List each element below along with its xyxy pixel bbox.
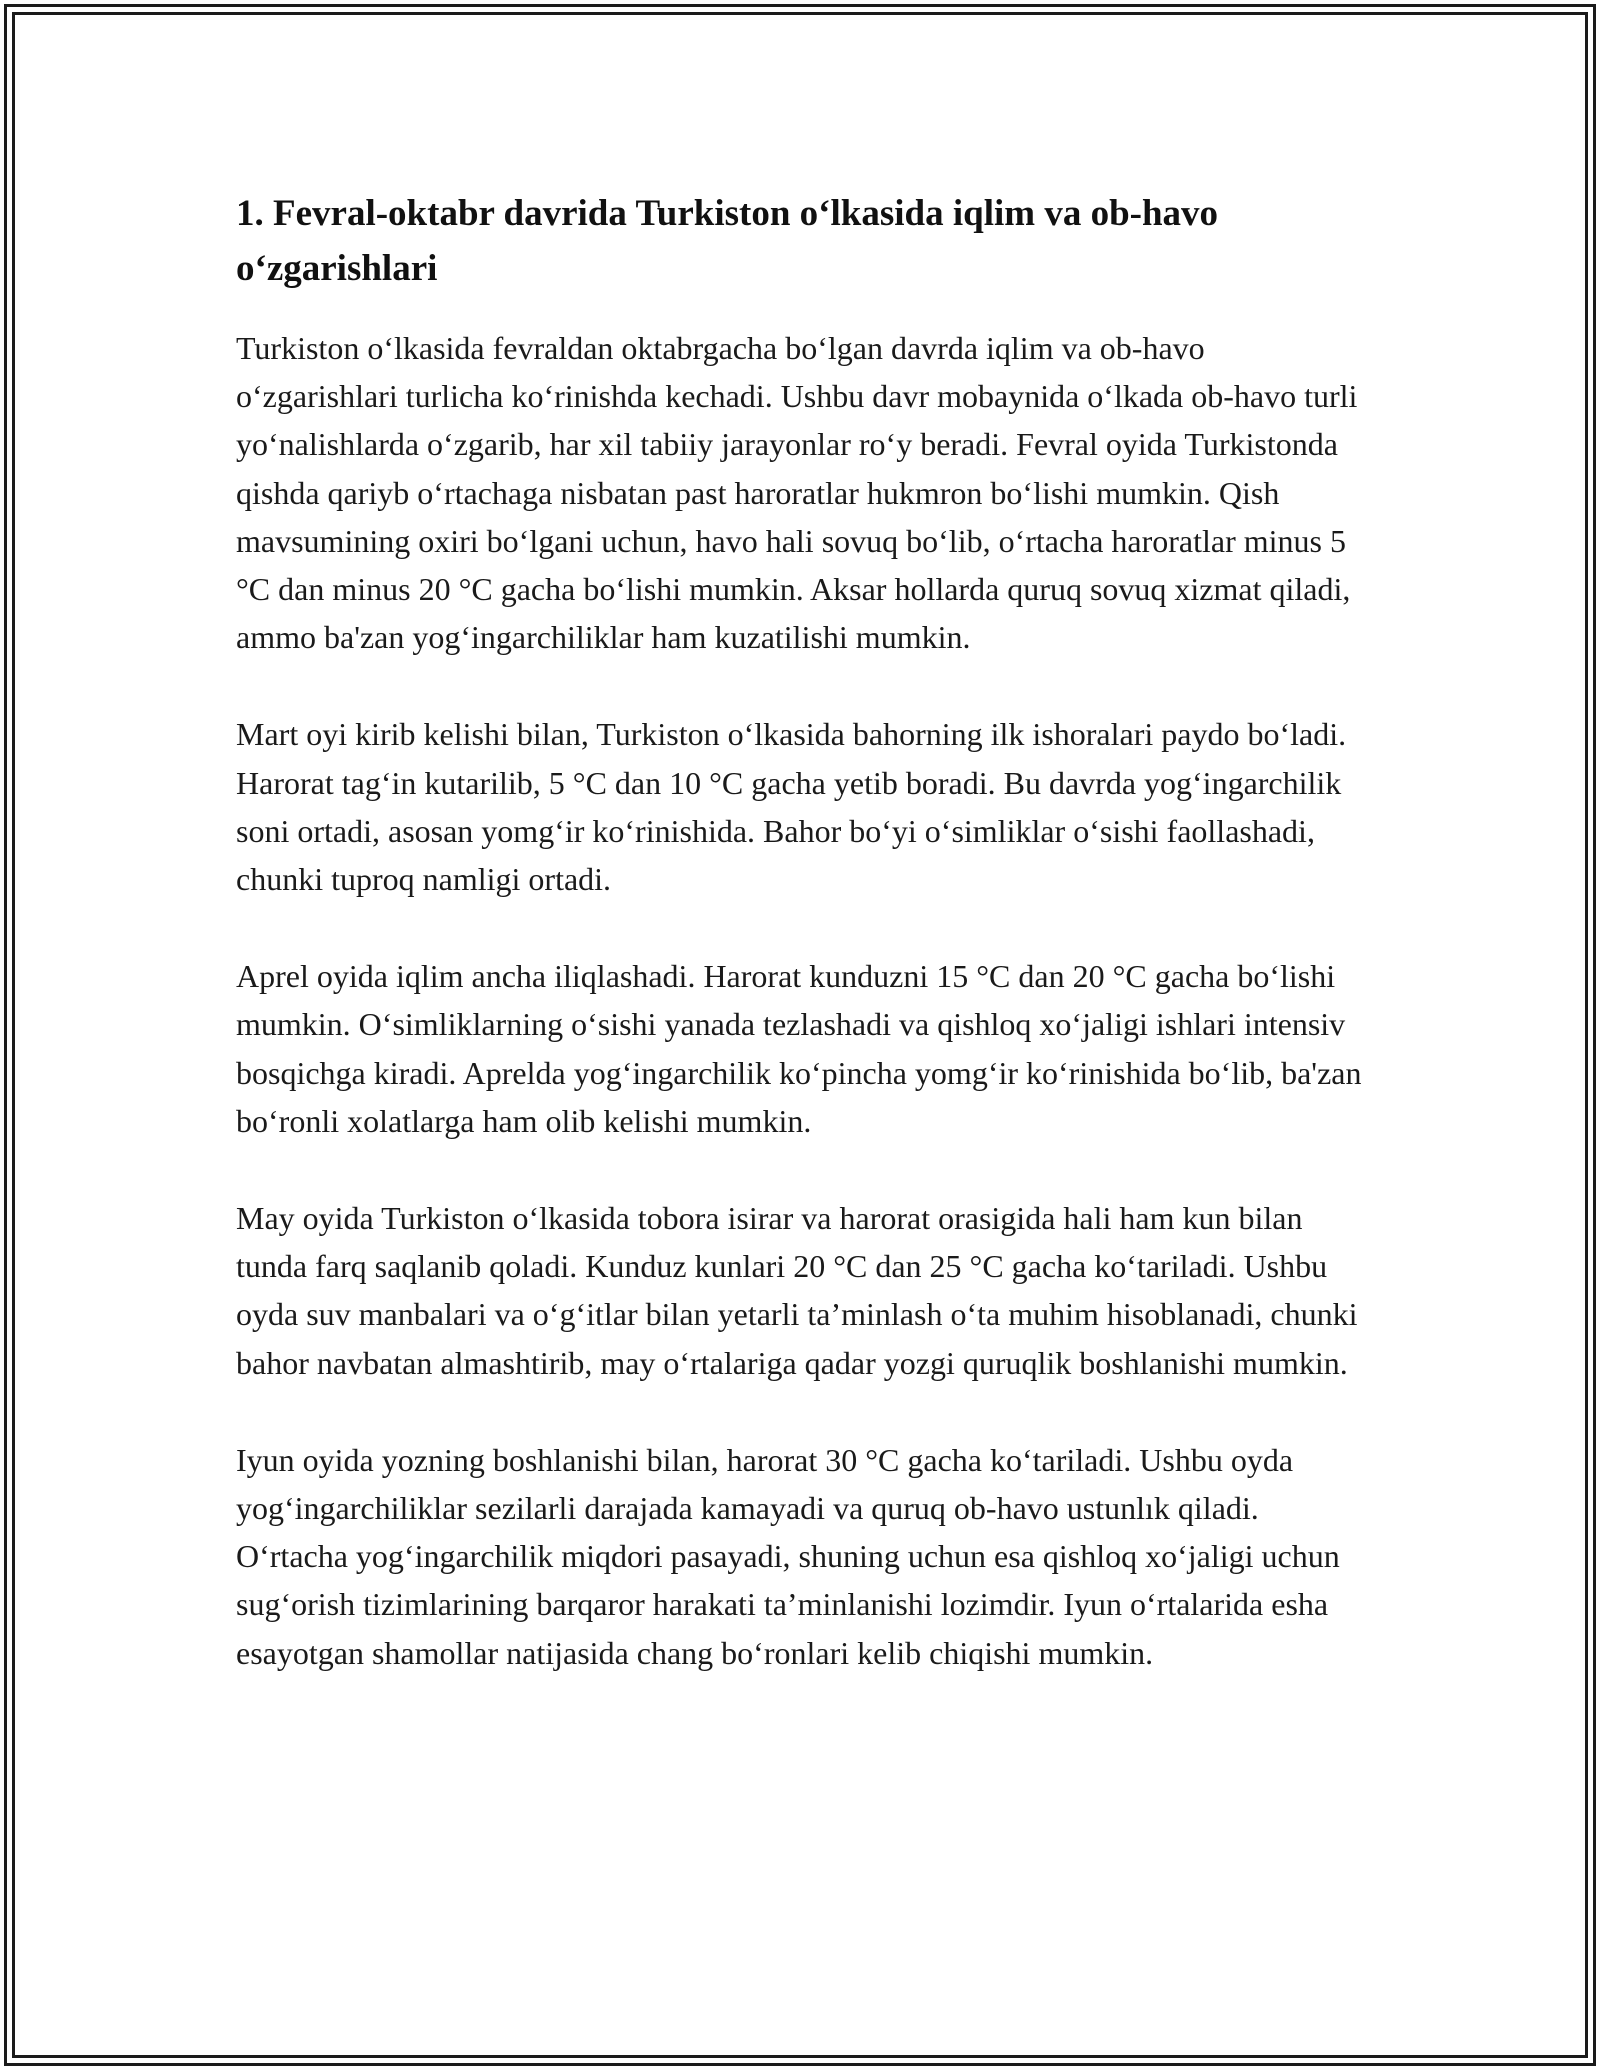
paragraph-february: Turkiston o‘lkasida fevraldan oktabrgacha bo‘lgan davrda iqlim va ob-havo o‘zgarishlari turlicha ko‘rinishda kechadi. Ushbu davr mobaynida o‘lkada ob-havo turli yo‘nalishlarda o‘zgarib, har xil tabiiy jarayonlar ro‘y beradi. Fevral oyida Turkistonda qishda qariyb o‘rtachaga nisbatan past haroratlar hukmron bo‘lishi mumkin. Qish mavsumining oxiri bo‘lgani uchun, havo hali sovuq bo‘lib, o‘rtacha haroratlar minus 5 °C dan minus 20 °C gacha bo‘lishi mumkin. Aksar hollarda quruq sovuq xizmat qiladi, ammo ba'zan yog‘ingarchiliklar ham kuzatilishi mumkin.: [236, 330, 1358, 656]
document-body: [236, 186, 1374, 1726]
section-title: 1. Fevral-oktabr davrida Turkiston o‘lkasida iqlim va ob-havo o‘zgarishlari: [236, 193, 1219, 289]
paragraph-may: May oyida Turkiston o‘lkasida tobora isirar va harorat orasigida hali ham kun bilan tunda farq saqlanib qoladi. Kunduz kunlari 20 °C dan 25 °C gacha ko‘tariladi. Ushbu oyda suv manbalari va o‘g‘itlar bilan yetarli ta’minlash o‘ta muhim hisoblanadi, chunki bahor navbatan almashtirib, may o‘rtalariga qadar yozgi quruqlik boshlanishi mumkin.: [236, 1200, 1358, 1381]
paragraph-april: Aprel oyida iqlim ancha iliqlashadi. Harorat kunduzni 15 °C dan 20 °C gacha bo‘lishi mumkin. O‘simliklarning o‘sishi yanada tezlashadi va qishloq xo‘jaligi ishlari intensiv bosqichga kiradi. Aprelda yog‘ingarchilik ko‘pincha yomg‘ir ko‘rinishida bo‘lib, ba'zan bo‘ronli xolatlarga ham olib kelishi mumkin.: [236, 958, 1362, 1139]
paragraph-march: Mart oyi kirib kelishi bilan, Turkiston o‘lkasida bahorning ilk ishoralari paydo bo‘ladi. Harorat tag‘in kutarilib, 5 °C dan 10 °C gacha yetib boradi. Bu davrda yog‘ingarchilik soni ortadi, asosan yomg‘ir ko‘rinishida. Bahor bo‘yi o‘simliklar o‘sishi faollashadi, chunki tuproq namligi ortadi.: [236, 716, 1347, 898]
paragraph-june: Iyun oyida yozning boshlanishi bilan, harorat 30 °C gacha ko‘tariladi. Ushbu oyda yog‘ingarchiliklar sezilarli darajada kamayadi va quruq ob-havo ustunlık qiladi. O‘rtacha yog‘ingarchilik miqdori pasayadi, shuning uchun esa qishloq xo‘jaligi uchun sug‘orish tizimlarining barqaror harakati ta’minlanishi lozimdir. Iyun o‘rtalarida esha esayotgan shamollar natijasida chang bo‘ronlari kelib chiqishi mumkin.: [236, 1441, 1340, 1671]
